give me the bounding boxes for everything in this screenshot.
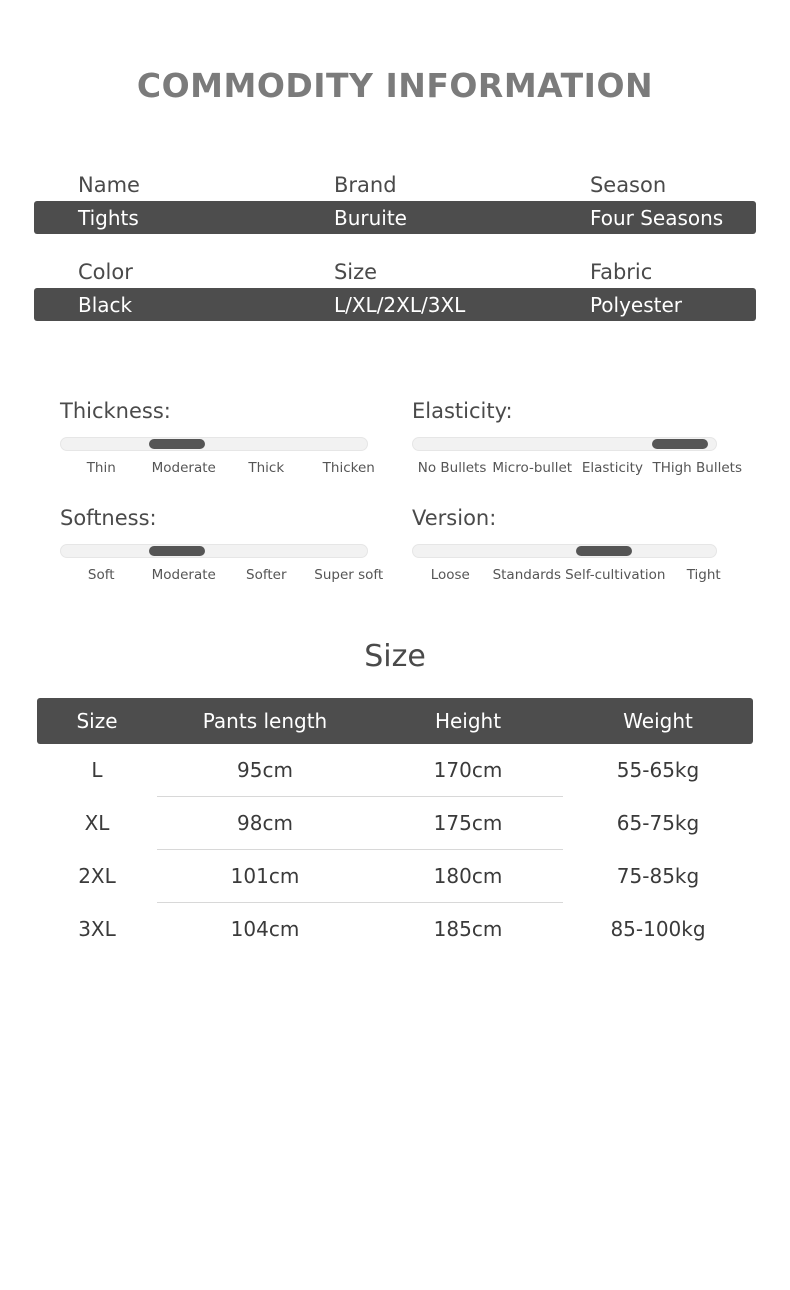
- size-table: [37, 698, 753, 955]
- slider-knob-softness[interactable]: [149, 546, 205, 556]
- size-col-pants-length: Pants length: [157, 698, 373, 744]
- info-value-size: L/XL/2XL/3XL: [333, 292, 466, 317]
- commodity-info-table: [0, 173, 790, 321]
- slider-knob-thickness[interactable]: [149, 439, 205, 449]
- slider-title-softness: Softness:: [60, 506, 157, 530]
- cell-weight: 75-85kg: [616, 864, 700, 888]
- page-title: COMMODITY INFORMATION: [136, 66, 654, 105]
- slider-option-elasticity-2[interactable]: Elasticity: [581, 460, 643, 476]
- cell-pants-length: 95cm: [157, 744, 373, 797]
- slider-option-elasticity-1[interactable]: Micro-bullet: [492, 460, 573, 476]
- slider-option-thickness-2[interactable]: Thick: [248, 460, 285, 476]
- slider-option-elasticity-3[interactable]: THigh Bullets: [652, 460, 742, 476]
- info-value-name: Tights: [78, 205, 139, 230]
- slider-track-thickness[interactable]: [60, 437, 368, 451]
- info-row-spacer: [34, 234, 756, 260]
- cell-weight: 55-65kg: [616, 758, 700, 782]
- cell-size: 2XL: [78, 864, 116, 888]
- table-row: [37, 797, 753, 850]
- slider-option-elasticity-0[interactable]: No Bullets: [417, 460, 487, 476]
- size-table-header-row: [37, 698, 753, 744]
- slider-labels-thickness: [60, 460, 390, 476]
- info-value-color: Black: [78, 292, 133, 317]
- slider-option-version-1[interactable]: Standards: [492, 567, 562, 583]
- slider-track-version[interactable]: [412, 544, 717, 558]
- slider-option-version-3[interactable]: Tight: [686, 567, 721, 583]
- attribute-sliders: [0, 399, 790, 613]
- slider-option-thickness-0[interactable]: Thin: [86, 460, 116, 476]
- table-row: [37, 903, 753, 956]
- cell-height: 185cm: [433, 917, 503, 941]
- info-row-1-values: [34, 201, 756, 234]
- cell-pants-length: 104cm: [230, 917, 300, 941]
- slider-option-softness-2[interactable]: Softer: [246, 567, 287, 583]
- slider-option-softness-1[interactable]: Moderate: [151, 567, 216, 583]
- cell-size: XL: [84, 811, 110, 835]
- info-label-season: Season: [589, 173, 667, 197]
- cell-height: 175cm: [373, 797, 563, 850]
- slider-group-version: [400, 506, 740, 583]
- slider-labels-elasticity: [412, 460, 742, 476]
- slider-title-version: Version:: [412, 506, 497, 530]
- info-row-2-labels: [34, 260, 756, 284]
- cell-pants-length: 101cm: [157, 850, 373, 903]
- cell-weight: 65-75kg: [616, 811, 700, 835]
- table-row: [37, 744, 753, 797]
- slider-labels-softness: [60, 567, 390, 583]
- info-row-1-labels: [34, 173, 756, 197]
- slider-labels-version: [412, 567, 742, 583]
- info-label-size: Size: [333, 260, 378, 284]
- slider-title-thickness: Thickness:: [60, 399, 171, 423]
- commodity-information-page: [0, 66, 790, 1290]
- slider-group-thickness: [60, 399, 400, 476]
- cell-weight: 85-100kg: [610, 917, 706, 941]
- slider-option-version-2[interactable]: Self-cultivation: [565, 567, 666, 583]
- info-value-season: Four Seasons: [589, 205, 724, 230]
- info-value-fabric: Polyester: [589, 292, 683, 317]
- slider-option-softness-3[interactable]: Super soft: [314, 567, 384, 583]
- table-row: [37, 850, 753, 903]
- slider-option-version-0[interactable]: Loose: [430, 567, 470, 583]
- size-section-heading: Size: [364, 639, 426, 674]
- info-label-name: Name: [78, 173, 140, 197]
- slider-title-elasticity: Elasticity:: [412, 399, 513, 423]
- slider-option-thickness-3[interactable]: Thicken: [322, 460, 375, 476]
- info-row-2-values: [34, 288, 756, 321]
- slider-track-elasticity[interactable]: [412, 437, 717, 451]
- info-label-color: Color: [78, 260, 133, 284]
- slider-group-elasticity: [400, 399, 740, 476]
- slider-option-softness-0[interactable]: Soft: [87, 567, 115, 583]
- slider-knob-elasticity[interactable]: [652, 439, 708, 449]
- cell-height: 180cm: [373, 850, 563, 903]
- info-label-fabric: Fabric: [589, 260, 653, 284]
- info-value-brand: Buruite: [333, 205, 407, 230]
- slider-track-softness[interactable]: [60, 544, 368, 558]
- slider-knob-version[interactable]: [576, 546, 632, 556]
- cell-size: 3XL: [78, 917, 116, 941]
- size-col-weight: Weight: [563, 698, 753, 744]
- slider-group-softness: [60, 506, 400, 583]
- info-label-brand: Brand: [333, 173, 397, 197]
- size-col-size: Size: [37, 698, 157, 744]
- slider-option-thickness-1[interactable]: Moderate: [151, 460, 216, 476]
- cell-height: 170cm: [373, 744, 563, 797]
- size-col-height: Height: [373, 698, 563, 744]
- cell-size: L: [91, 758, 103, 782]
- cell-pants-length: 98cm: [157, 797, 373, 850]
